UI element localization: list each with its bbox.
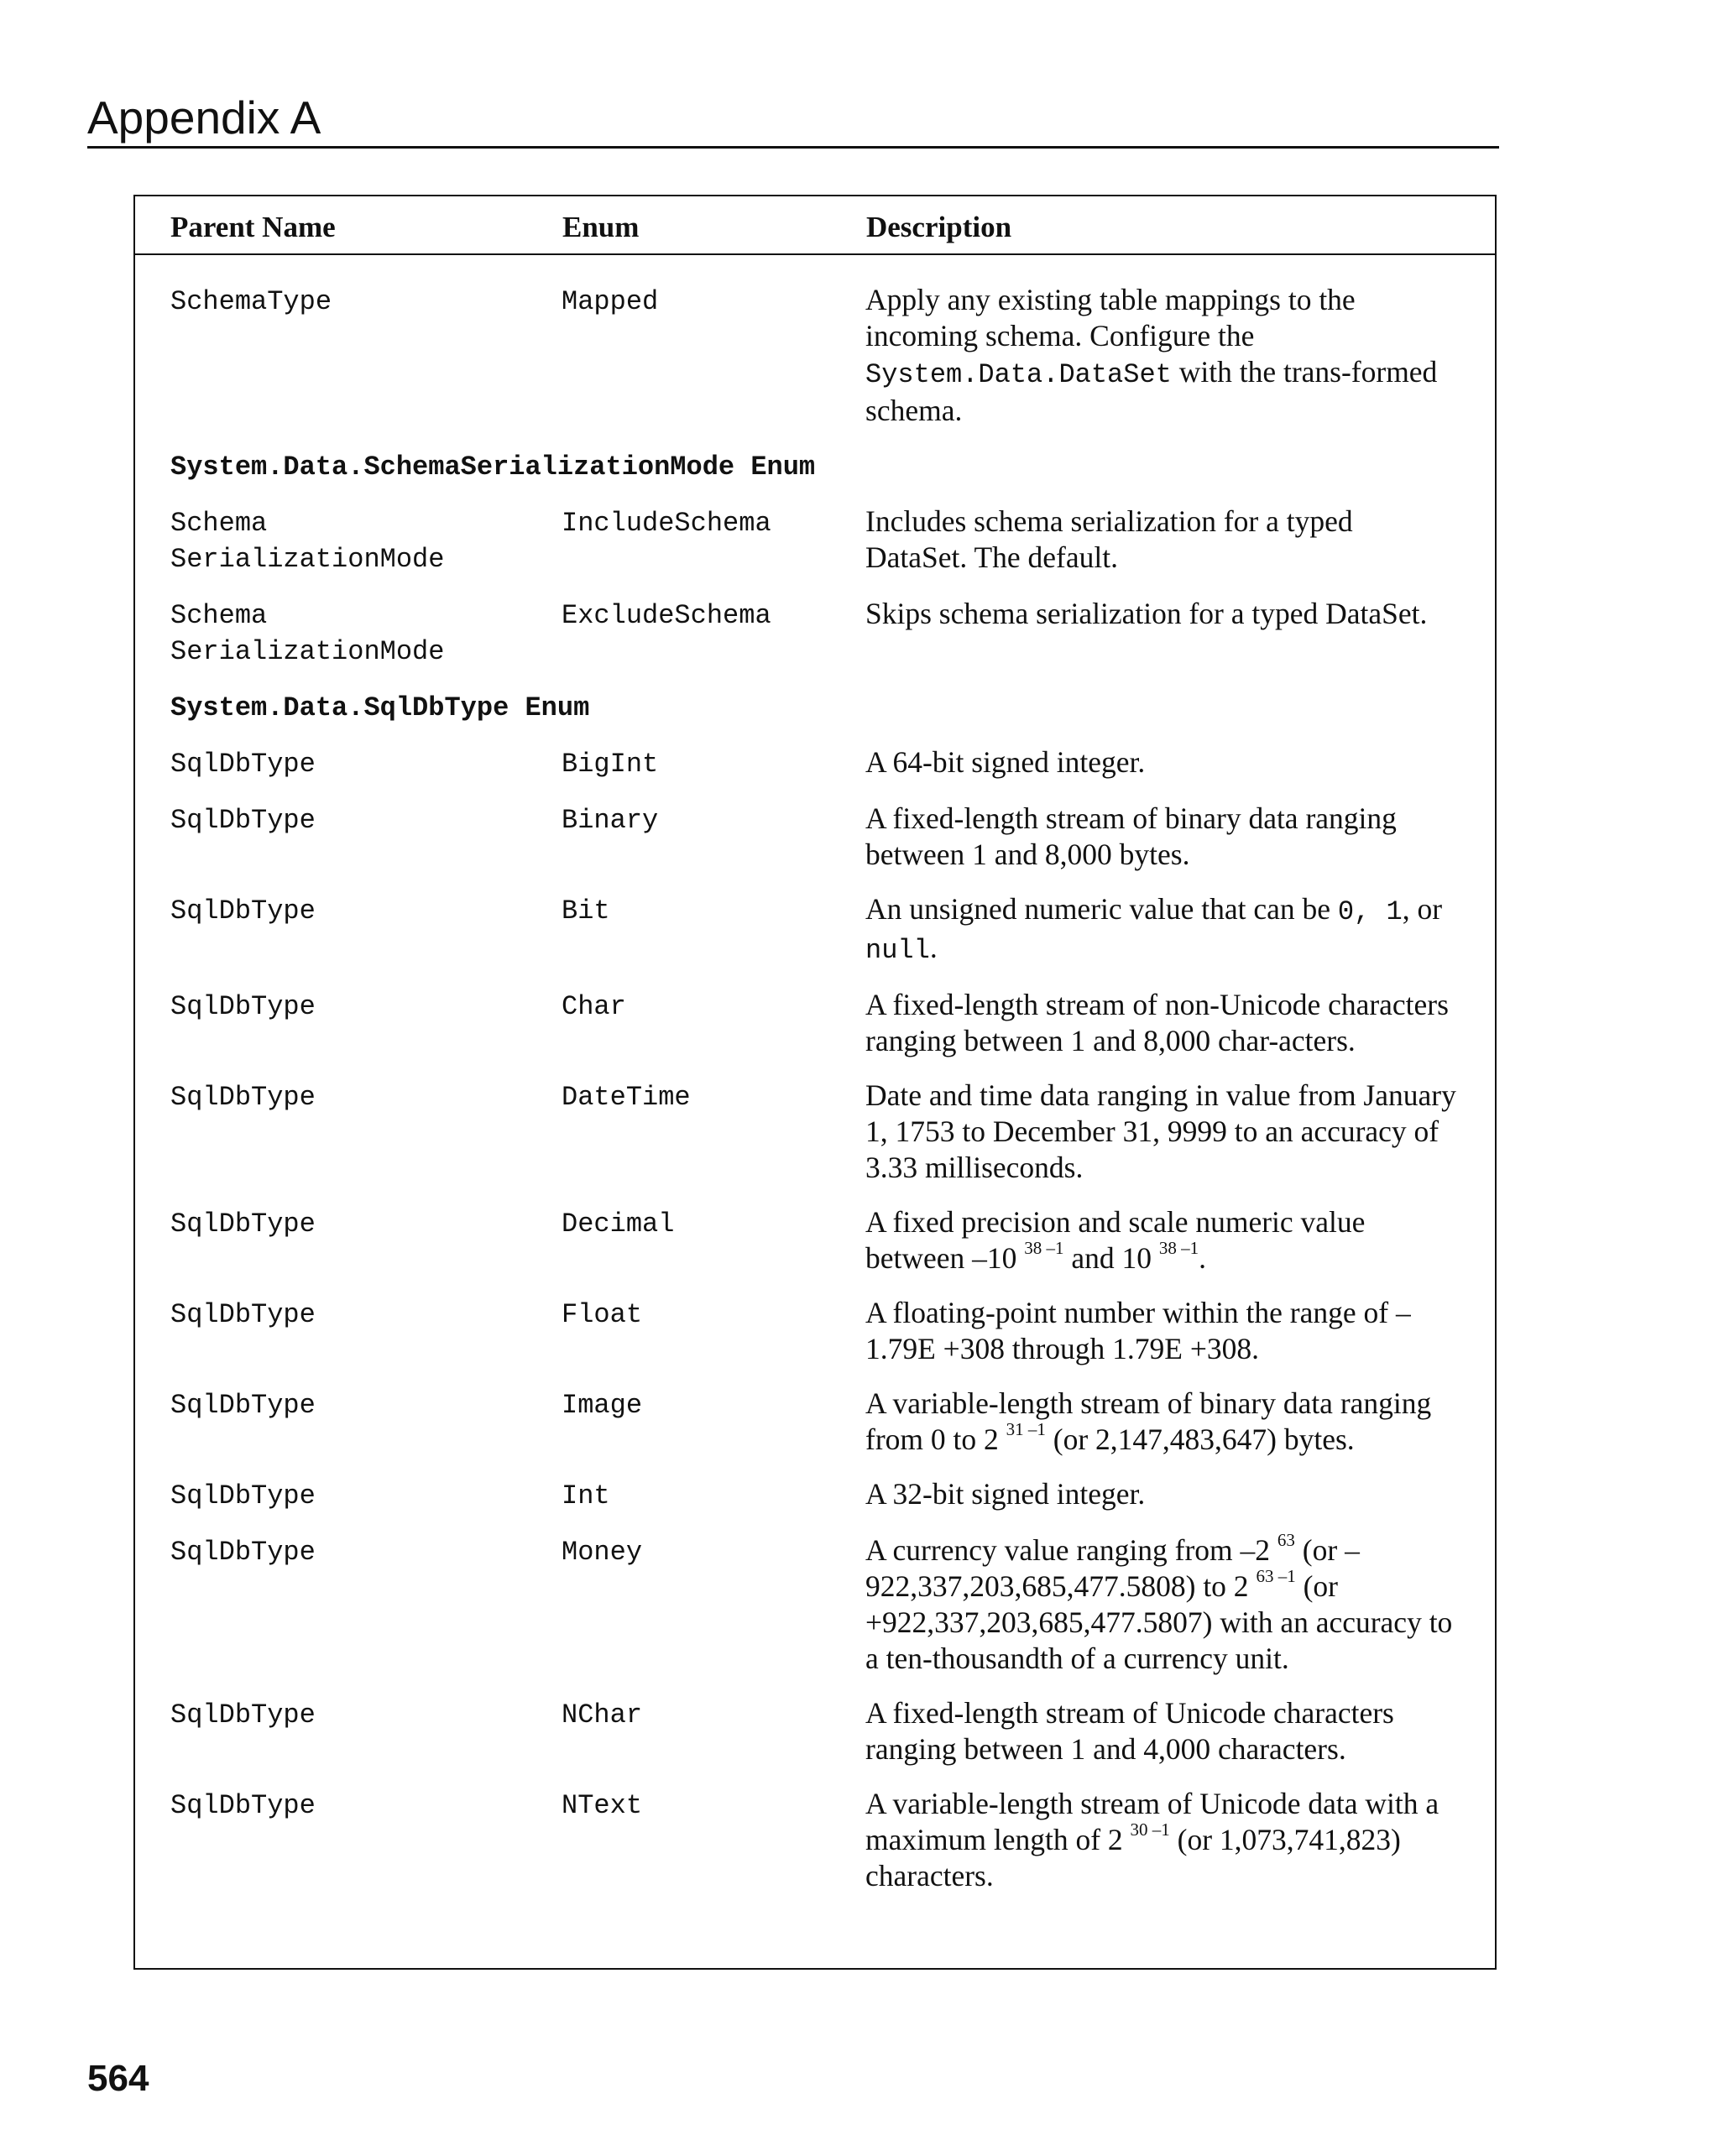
section-title-sqldbtype: System.Data.SqlDbType Enum (170, 692, 590, 723)
description-text: and 10 (1063, 1241, 1159, 1275)
enum-cell: Int (562, 1480, 610, 1511)
table-body (135, 282, 1495, 1913)
table-row-ntext (135, 1786, 1495, 1894)
description-cell (865, 1786, 1461, 1894)
description-text: (or –922,337,203,685,477.5808) to 2 (865, 1533, 1360, 1603)
table-row-exclude-schema (135, 596, 1495, 670)
enum-cell: NText (562, 1790, 643, 1821)
parent-name-cell: SqlDbType (170, 1790, 316, 1821)
enum-cell: BigInt (562, 749, 659, 780)
column-header-parent-name: Parent Name (170, 211, 336, 243)
description-cell: Skips schema serialization for a typed DataSet. (865, 597, 1428, 630)
description-cell (865, 1204, 1461, 1276)
description-cell: A fixed-length stream of non-Unicode characters ranging between 1 and 8,000 char-acters. (865, 988, 1449, 1057)
exponent: 63 –1 (1256, 1566, 1296, 1587)
table-row-float (135, 1295, 1495, 1367)
page-header-title: Appendix A (87, 91, 321, 144)
parent-name-cell: SqlDbType (170, 1699, 316, 1731)
table-row-binary (135, 801, 1495, 873)
description-text: Apply any existing table mappings to the incoming schema. Configure the (865, 283, 1356, 352)
description-text: An unsigned numeric value that can be (865, 892, 1338, 926)
enum-table (133, 195, 1497, 1970)
description-separator: , (1354, 896, 1387, 927)
table-row-schematype-mapped (135, 282, 1495, 429)
exponent: 31 –1 (1006, 1419, 1046, 1440)
table-row-decimal (135, 1204, 1495, 1276)
table-row-char (135, 987, 1495, 1059)
parent-name-cell: SqlDbType (170, 895, 316, 927)
description-cell: A fixed-length stream of Unicode characters ranging between 1 and 4,000 characters. (865, 1696, 1394, 1766)
parent-name-cell: SqlDbType (170, 1209, 316, 1240)
description-code: 1 (1386, 896, 1403, 927)
enum-cell: Char (562, 991, 626, 1022)
description-text: with the trans-formed schema. (865, 355, 1438, 427)
table-row-bit (135, 891, 1495, 968)
column-header-enum: Enum (562, 211, 640, 243)
exponent: 38 –1 (1024, 1238, 1064, 1259)
table-row-int (135, 1476, 1495, 1514)
enum-cell: Decimal (562, 1209, 675, 1240)
parent-name-cell: SqlDbType (170, 1390, 316, 1421)
exponent: 38 –1 (1158, 1238, 1199, 1259)
enum-cell: Float (562, 1299, 643, 1330)
description-text: A fixed precision and scale numeric value between –10 (865, 1205, 1366, 1275)
page-header (87, 89, 1499, 149)
enum-cell: Binary (562, 805, 659, 836)
description-cell (865, 891, 1461, 968)
description-cell: A floating-point number within the range of –1.79E +308 through 1.79E +308. (865, 1296, 1411, 1365)
column-header-description: Description (866, 211, 1012, 243)
parent-name-cell: SqlDbType (170, 1480, 316, 1511)
description-end: . (1199, 1241, 1207, 1275)
description-cell: A 64-bit signed integer. (865, 745, 1146, 779)
exponent: 63 (1277, 1530, 1295, 1551)
section-title-schema-serialization-mode: System.Data.SchemaSerializationMode Enum (170, 452, 816, 483)
enum-cell: Bit (562, 895, 610, 927)
table-row-datetime (135, 1078, 1495, 1186)
description-text: (or 2,147,483,647) bytes. (1045, 1423, 1355, 1456)
parent-name-cell: SchemaType (170, 286, 332, 317)
description-cell: Date and time data ranging in value from January 1, 1753 to December 31, 9999 to an accuracy of 3.33 milliseconds. (865, 1078, 1456, 1184)
description-text: A variable-length stream of binary data ranging from 0 to 2 (865, 1386, 1432, 1456)
table-row-bigint (135, 744, 1495, 782)
table-header-row (135, 196, 1495, 255)
description-code: 0 (1337, 896, 1355, 927)
table-row-nchar (135, 1695, 1495, 1767)
description-text: (or 1,073,741,823) characters. (865, 1823, 1401, 1892)
description-text: A currency value ranging from –2 (865, 1533, 1277, 1567)
description-text: A variable-length stream of Unicode data with a maximum length of 2 (865, 1787, 1439, 1856)
description-code: null (865, 935, 930, 966)
table-row-money (135, 1532, 1495, 1677)
page-number: 564 (87, 2058, 149, 2099)
parent-name-cell: SqlDbType (170, 1537, 316, 1568)
enum-cell: Mapped (562, 286, 659, 317)
enum-cell: IncludeSchema (562, 508, 771, 539)
parent-name-cell: SqlDbType (170, 749, 316, 780)
table-row-include-schema (135, 504, 1495, 577)
description-separator: , or (1402, 892, 1443, 926)
enum-cell: Image (562, 1390, 643, 1421)
description-cell: Includes schema serialization for a typed DataSet. The default. (865, 504, 1353, 574)
table-row-image (135, 1386, 1495, 1458)
enum-cell: DateTime (562, 1082, 691, 1113)
enum-cell: NChar (562, 1699, 643, 1731)
description-cell: A fixed-length stream of binary data ranging between 1 and 8,000 bytes. (865, 801, 1397, 871)
parent-name-cell: SqlDbType (170, 991, 316, 1022)
description-cell (865, 1532, 1461, 1677)
description-cell: A 32-bit signed integer. (865, 1477, 1146, 1511)
description-cell (865, 1386, 1461, 1458)
parent-name-cell: SqlDbType (170, 1082, 316, 1113)
description-text: (or +922,337,203,685,477.5807) with an accuracy to a ten-thousandth of a currency unit. (865, 1569, 1453, 1675)
parent-name-cell: SqlDbType (170, 1299, 316, 1330)
parent-name-cell: Schema SerializationMode (170, 600, 445, 667)
description-cell (865, 282, 1461, 429)
exponent: 30 –1 (1130, 1819, 1170, 1840)
description-code: System.Data.DataSet (865, 359, 1172, 390)
enum-cell: Money (562, 1537, 643, 1568)
parent-name-cell: Schema SerializationMode (170, 508, 445, 575)
enum-cell: ExcludeSchema (562, 600, 771, 631)
description-end: . (929, 931, 938, 964)
parent-name-cell: SqlDbType (170, 805, 316, 836)
